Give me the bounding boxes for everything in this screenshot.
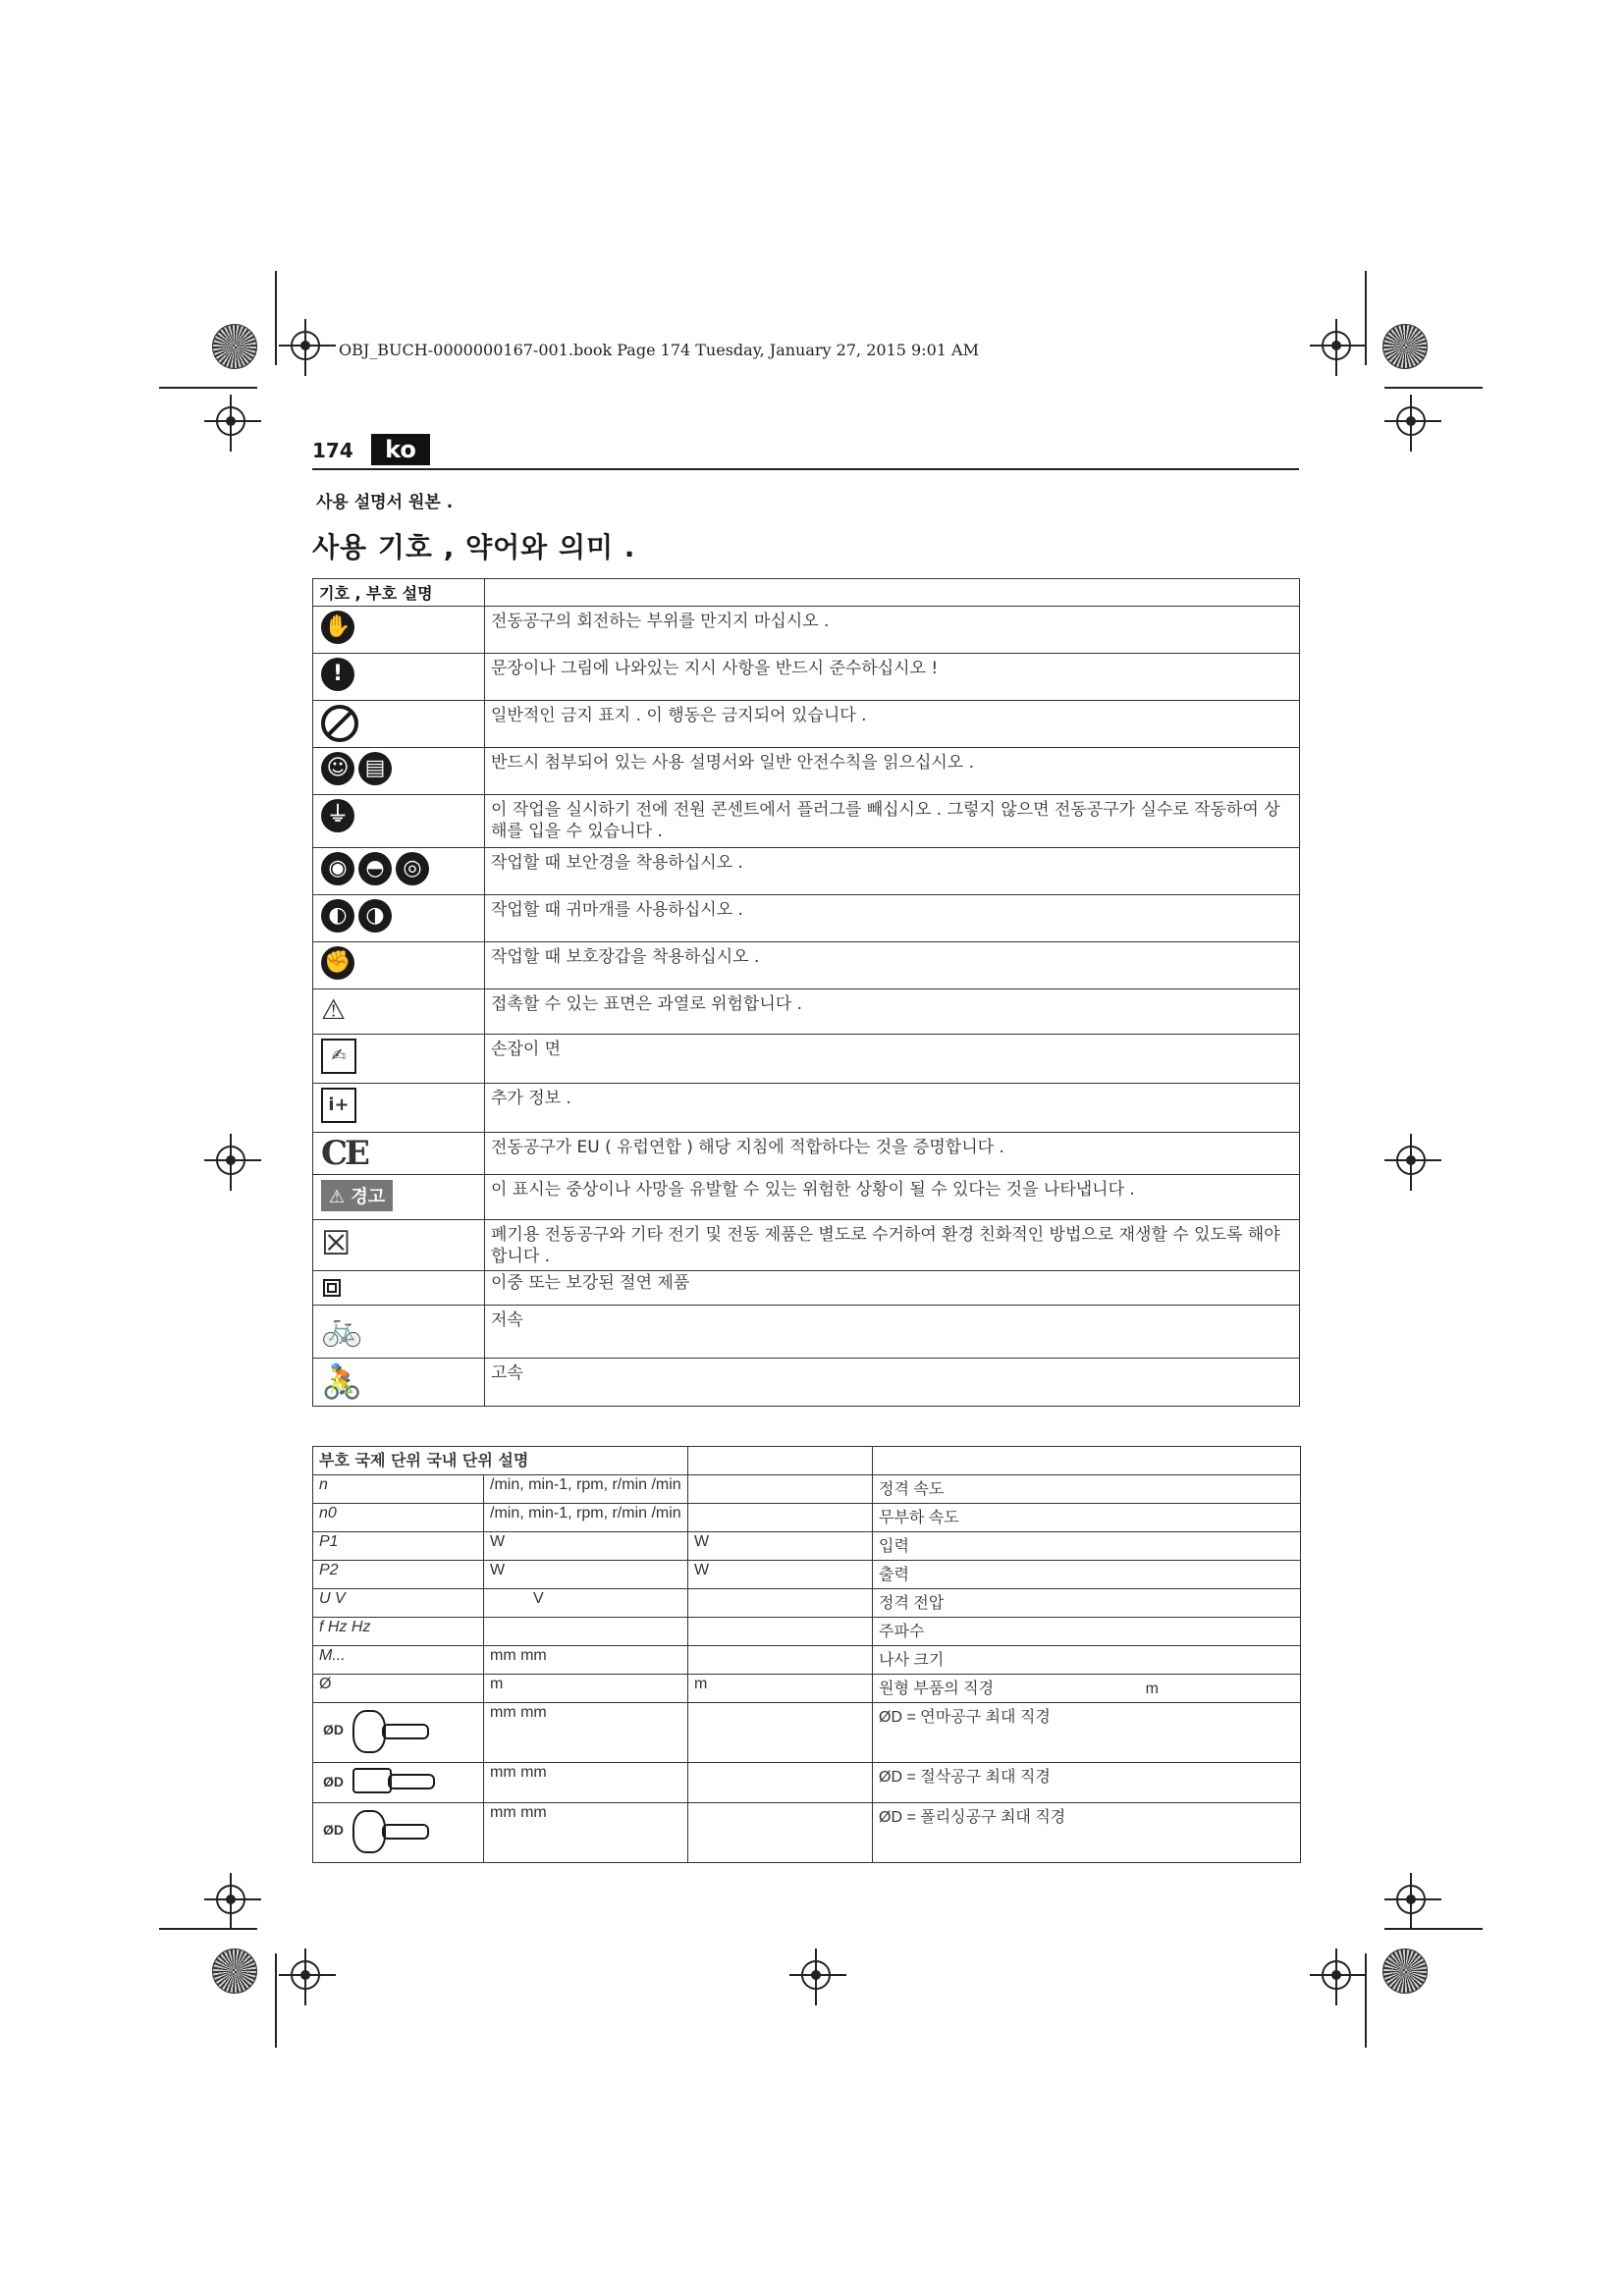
- crosshair-icon: [1322, 1960, 1351, 1990]
- table-row: [313, 1646, 1301, 1675]
- row-text: 추가 정보 .: [485, 1084, 1300, 1133]
- cell-nat-unit: [688, 1589, 873, 1618]
- row-text: 폐기용 전동공구와 기타 전기 및 전동 제품은 별도로 수거하여 환경 친화적인 방법으로 재생할 수 있도록 해야 합니다 .: [485, 1220, 1300, 1271]
- page-number: 174: [312, 439, 353, 462]
- cell-intl-unit: /min, min-1, rpm, r/min /min: [484, 1475, 688, 1504]
- row-text: 이중 또는 보강된 절연 제품: [485, 1271, 1300, 1306]
- cell-intl-unit: /min, min-1, rpm, r/min /min: [484, 1504, 688, 1532]
- row-text: 고속: [485, 1359, 1300, 1407]
- registration-star-icon: [1382, 324, 1428, 369]
- tool-head: [352, 1768, 392, 1793]
- no-touch-rotating-icon: ✋: [321, 611, 354, 644]
- crop-line: [275, 271, 277, 365]
- handle-icon: ✍: [321, 1039, 356, 1074]
- unplug-icon: ⏚: [321, 799, 354, 832]
- table-row: [313, 989, 1300, 1035]
- cell-symbol: P2: [313, 1561, 484, 1589]
- hot-surface-icon: ⚠: [321, 993, 347, 1026]
- crosshair-icon: [291, 1960, 320, 1990]
- cutting-tool-diagram: [319, 1764, 437, 1799]
- tool-diameter-label: ØD: [323, 1822, 344, 1838]
- earmuff-icon: ◑: [358, 899, 392, 933]
- grinding-tool-diagram: [319, 1704, 437, 1755]
- crop-line: [159, 387, 257, 389]
- cell-intl-unit: V: [484, 1589, 688, 1618]
- table-header-row: [313, 579, 1300, 607]
- table-row: [313, 1532, 1301, 1561]
- cell-description: 주파수: [873, 1618, 1301, 1646]
- cell-description: 정격 전압: [873, 1589, 1301, 1618]
- table-row: [313, 1271, 1300, 1306]
- row-text: 일반적인 금지 표지 . 이 행동은 금지되어 있습니다 .: [485, 701, 1300, 748]
- cell-nat-unit: [688, 1646, 873, 1675]
- crosshair-icon: [1396, 1146, 1426, 1175]
- row-text: 반드시 첨부되어 있는 사용 설명서와 일반 안전수칙을 읽으십시오 .: [485, 748, 1300, 795]
- cell-symbol: f Hz Hz: [313, 1618, 484, 1646]
- cell-nat-unit: [688, 1703, 873, 1763]
- table-row: [313, 1175, 1300, 1220]
- info-icon: i+: [321, 1088, 356, 1123]
- cell-intl-unit: mm mm: [484, 1763, 688, 1803]
- units-table: [312, 1446, 1301, 1863]
- warning-badge-label: 경고: [351, 1187, 386, 1207]
- cell-symbol: Ø: [313, 1675, 484, 1703]
- warning-badge: ⚠ 경고: [321, 1180, 393, 1211]
- table-row: [313, 942, 1300, 989]
- cell-intl-unit: W: [484, 1532, 688, 1561]
- crosshair-icon: [1396, 406, 1426, 436]
- table-row: [313, 795, 1300, 848]
- tool-diameter-label: ØD: [323, 1722, 344, 1737]
- table-row: [313, 1504, 1301, 1532]
- table-row: [313, 1359, 1300, 1407]
- cell-nat-unit: W: [688, 1532, 873, 1561]
- bike-slow-icon: 🚲: [321, 1309, 363, 1349]
- cell-description: 출력: [873, 1561, 1301, 1589]
- registration-star-icon: [212, 324, 257, 369]
- tool-shaft: [382, 1724, 429, 1739]
- cell-nat-unit: [688, 1618, 873, 1646]
- document-subtitle: 사용 설명서 원본 .: [316, 493, 454, 512]
- row-text: 작업할 때 보안경을 착용하십시오 .: [485, 848, 1300, 895]
- tool-head: [352, 1810, 386, 1853]
- row-text: 작업할 때 보호장갑을 착용하십시오 .: [485, 942, 1300, 989]
- crop-line: [275, 1953, 277, 2048]
- registration-star-icon: [1382, 1949, 1428, 1994]
- header-blank: [688, 1447, 873, 1475]
- cell-description: 정격 속도: [873, 1475, 1301, 1504]
- registration-star-icon: [212, 1949, 257, 1994]
- table-row: [313, 1133, 1300, 1175]
- tool-shaft: [382, 1824, 429, 1840]
- cell-intl-unit: m: [484, 1675, 688, 1703]
- cell-intl-unit: mm mm: [484, 1803, 688, 1863]
- header-description: [485, 579, 1300, 607]
- helmet-icon: ◓: [358, 852, 392, 885]
- header-blank: [873, 1447, 1301, 1475]
- prohibition-icon: [321, 705, 358, 742]
- cell-intl-unit: W: [484, 1561, 688, 1589]
- cell-description: ØD = 폴리싱공구 최대 직경: [873, 1803, 1301, 1863]
- table-row: [313, 1084, 1300, 1133]
- row-text: 전동공구가 EU ( 유럽연합 ) 해당 지침에 적합하다는 것을 증명합니다 .: [485, 1133, 1300, 1175]
- cell-nat-unit: m: [688, 1675, 873, 1703]
- cell-nat-unit: [688, 1763, 873, 1803]
- row-text: 작업할 때 귀마개를 사용하십시오 .: [485, 895, 1300, 942]
- tool-diameter-label: ØD: [323, 1774, 344, 1789]
- table-header-row: [313, 1447, 1301, 1475]
- table-row: [313, 1703, 1301, 1763]
- table-row: [313, 1803, 1301, 1863]
- table-row: [313, 1589, 1301, 1618]
- cell-description: 나사 크기: [873, 1646, 1301, 1675]
- table-row: [313, 1306, 1300, 1359]
- table-row: [313, 848, 1300, 895]
- mandatory-action-icon: !: [321, 658, 354, 691]
- print-slug: OBJ_BUCH-0000000167-001.book Page 174 Tuesday, January 27, 2015 9:01 AM: [339, 341, 979, 359]
- cell-description: 입력: [873, 1532, 1301, 1561]
- polishing-tool-diagram: [319, 1804, 437, 1855]
- table-row: [313, 1475, 1301, 1504]
- cell-nat-unit: [688, 1475, 873, 1504]
- row-text: 접촉할 수 있는 표면은 과열로 위험합니다 .: [485, 989, 1300, 1035]
- double-insulation-icon: [323, 1279, 341, 1297]
- weee-icon: ☒: [321, 1224, 352, 1263]
- cell-nat-unit: W: [688, 1561, 873, 1589]
- row-text: 손잡이 면: [485, 1035, 1300, 1084]
- cell-description: 무부하 속도: [873, 1504, 1301, 1532]
- table-row: [313, 1763, 1301, 1803]
- header-symbol-units: 부호 국제 단위 국내 단위 설명: [313, 1447, 688, 1475]
- crosshair-icon: [216, 1146, 245, 1175]
- crop-line: [1365, 1953, 1367, 2048]
- page-title: 사용 기호 , 약어와 의미 .: [312, 531, 636, 563]
- table-row: [313, 1618, 1301, 1646]
- gloves-icon: ✊: [321, 946, 354, 980]
- bike-fast-icon: 🚴: [321, 1362, 363, 1402]
- crosshair-icon: [1396, 1885, 1426, 1914]
- read-manual-icon: ☺: [321, 752, 354, 785]
- crop-line: [1365, 271, 1367, 365]
- cell-symbol: n0: [313, 1504, 484, 1532]
- crop-line: [159, 1928, 257, 1930]
- eye-protection-icon: ◉: [321, 852, 354, 885]
- book-icon: ▤: [358, 752, 392, 785]
- cell-description: ØD = 절삭공구 최대 직경: [873, 1763, 1301, 1803]
- table-row: [313, 748, 1300, 795]
- cell-intl-unit: mm mm: [484, 1703, 688, 1763]
- table-row: [313, 1220, 1300, 1271]
- symbols-table: [312, 578, 1300, 1407]
- table-row: [313, 1561, 1301, 1589]
- row-text: 저속: [485, 1306, 1300, 1359]
- crosshair-icon: [216, 1885, 245, 1914]
- cell-intl-unit: [484, 1618, 688, 1646]
- row-text: 문장이나 그림에 나와있는 지시 사항을 반드시 준수하십시오 !: [485, 654, 1300, 701]
- ce-mark-icon: CE: [321, 1134, 367, 1173]
- tool-shaft: [388, 1774, 435, 1789]
- language-tab: ko: [371, 434, 430, 465]
- header-rule: [312, 468, 1299, 470]
- row-text: 이 작업을 실시하기 전에 전원 콘센트에서 플러그를 빼십시오 . 그렇지 않으면 전동공구가 실수로 작동하여 상해를 입을 수 있습니다 .: [485, 795, 1300, 848]
- tool-head: [352, 1710, 386, 1753]
- table-row: [313, 895, 1300, 942]
- cell-symbol: n: [313, 1475, 484, 1504]
- cell-nat-unit: [688, 1504, 873, 1532]
- crosshair-icon: [216, 406, 245, 436]
- row-text: 전동공구의 회전하는 부위를 만지지 마십시오 .: [485, 607, 1300, 654]
- ear-protection-icon: ◐: [321, 899, 354, 933]
- cell-description: ØD = 연마공구 최대 직경: [873, 1703, 1301, 1763]
- cell-description: [873, 1675, 1301, 1703]
- cell-symbol: M...: [313, 1646, 484, 1675]
- description-unit: m: [1145, 1681, 1159, 1697]
- cell-symbol: P1: [313, 1532, 484, 1561]
- table-row: [313, 607, 1300, 654]
- header-symbol: 기호 , 부호 설명: [313, 579, 485, 607]
- goggles-icon: ◎: [396, 852, 429, 885]
- crosshair-icon: [291, 331, 320, 360]
- table-row: [313, 701, 1300, 748]
- crosshair-icon: [1322, 331, 1351, 360]
- table-row: [313, 1675, 1301, 1703]
- row-text: 이 표시는 중상이나 사망을 유발할 수 있는 위험한 상황이 될 수 있다는 것을 나타냅니다 .: [485, 1175, 1300, 1220]
- table-row: [313, 1035, 1300, 1084]
- table-row: [313, 654, 1300, 701]
- crop-line: [1384, 1928, 1483, 1930]
- cell-symbol: U V: [313, 1589, 484, 1618]
- cell-intl-unit: mm mm: [484, 1646, 688, 1675]
- crosshair-icon: [801, 1960, 831, 1990]
- crop-line: [1384, 387, 1483, 389]
- description-text: 원형 부품의 직경: [879, 1681, 995, 1697]
- cell-nat-unit: [688, 1803, 873, 1863]
